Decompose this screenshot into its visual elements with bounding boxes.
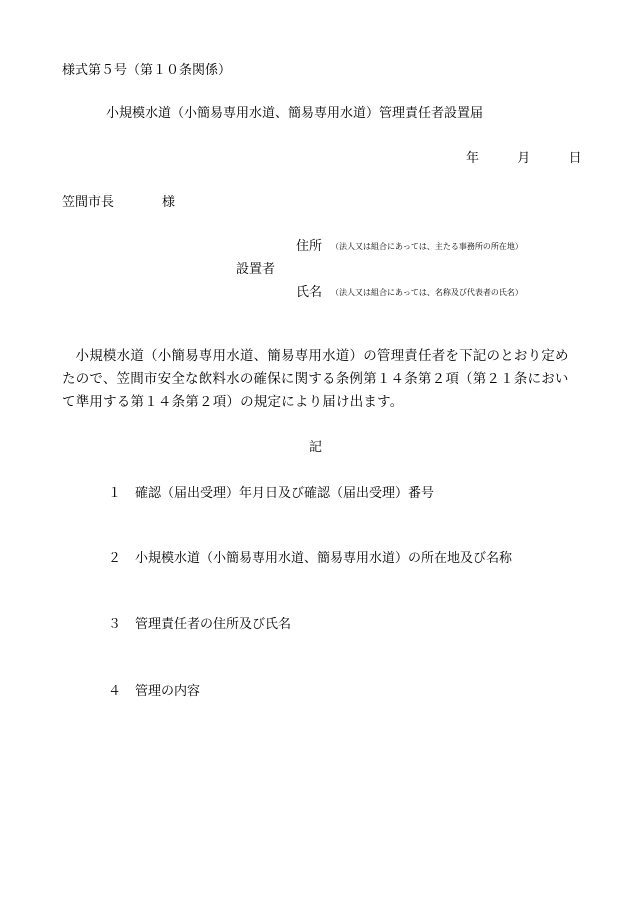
- item-number: ３: [108, 617, 122, 632]
- addressee-honorific: 様: [162, 195, 176, 210]
- date-line: [466, 151, 582, 167]
- date-month-label: 月: [517, 151, 531, 166]
- ki-heading: 記: [309, 440, 323, 455]
- item-text: 管理の内容: [135, 684, 201, 699]
- name-label: 氏名: [296, 285, 323, 300]
- addressee-name: 笠間市長: [62, 195, 115, 210]
- address-note: （法人又は組合にあっては、主たる事務所の所在地）: [331, 242, 523, 251]
- form-number: 様式第５号（第１０条関係）: [62, 63, 232, 78]
- item-number: ４: [108, 684, 122, 699]
- date-day-label: 日: [568, 151, 582, 166]
- item-number: １: [108, 486, 122, 501]
- name-note: （法人又は組合にあっては、名称及び代表者の氏名）: [331, 288, 523, 297]
- applicant-role: 設置者: [236, 262, 276, 277]
- document-title: 小規模水道（小簡易専用水道、簡易専用水道）管理責任者設置届: [106, 106, 484, 121]
- item-text: 小規模水道（小簡易専用水道、簡易専用水道）の所在地及び名称: [135, 551, 513, 566]
- address-label: 住所: [296, 239, 323, 254]
- item-text: 管理責任者の住所及び氏名: [135, 617, 292, 632]
- body-paragraph: 小規模水道（小簡易専用水道、簡易専用水道）の管理責任者を下記のとおり定めたので、笠間市安全な飲料水の確保に関する条例第１４条第２項（第２１条において準用する第１４条第２項）の規定により届け出ます。: [62, 348, 569, 410]
- item-text: 確認（届出受理）年月日及び確認（届出受理）番号: [135, 486, 435, 501]
- item-number: ２: [108, 551, 122, 566]
- date-year-label: 年: [466, 151, 480, 166]
